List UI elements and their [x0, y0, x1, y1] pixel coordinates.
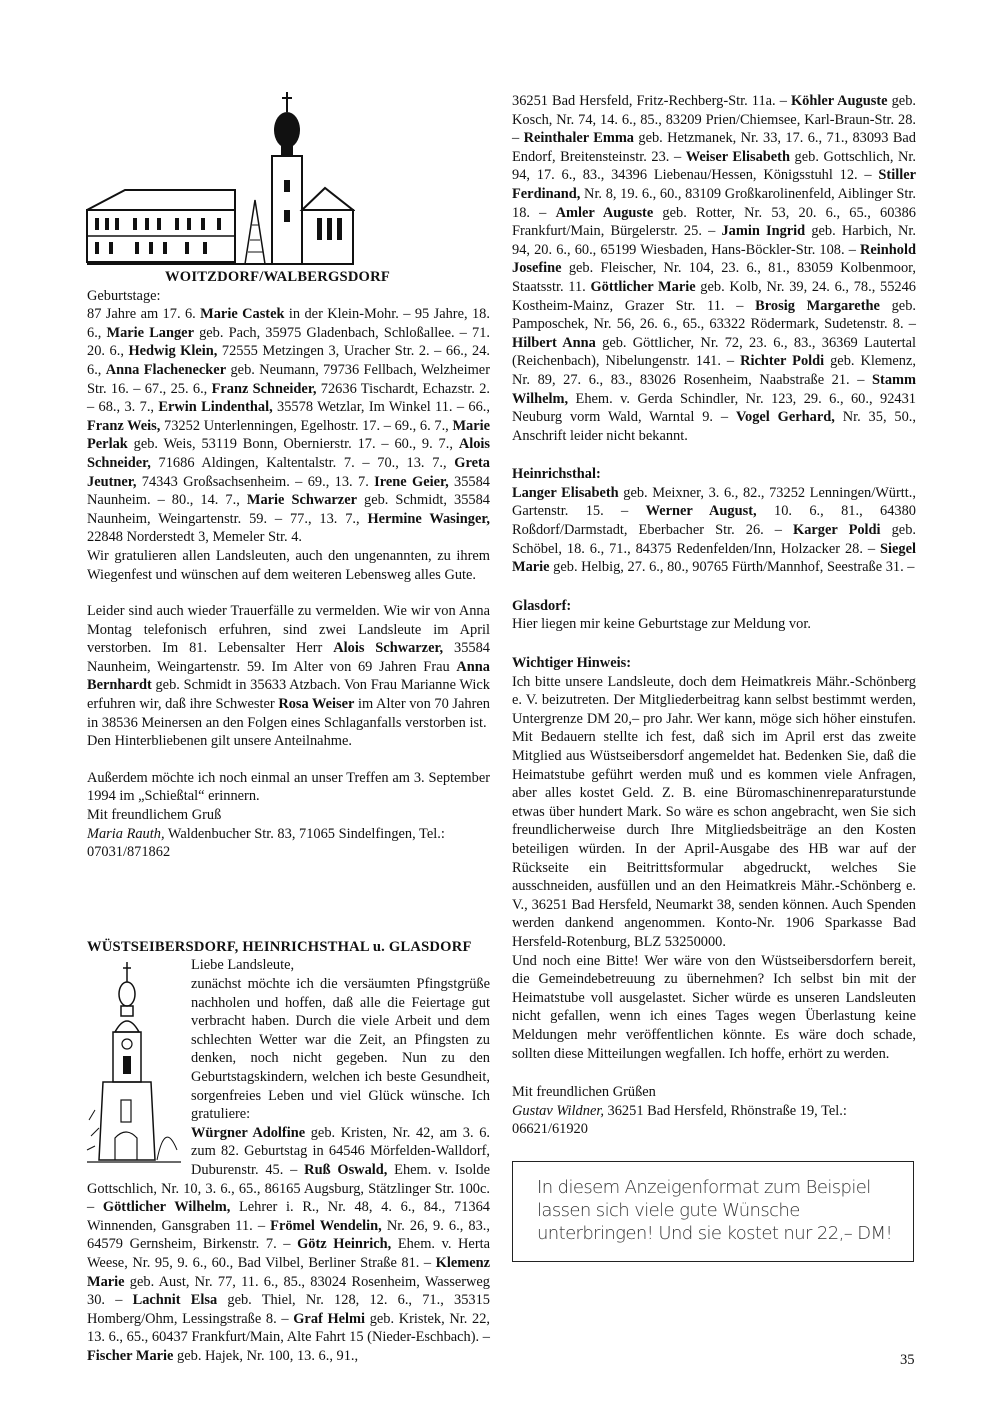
entry-details: 73252 Unterlenningen, Egelhostr. 17. – 69., 6. 7.,	[160, 417, 453, 434]
entry-details: geb. Weis, 53119 Bonn, Obernierstr. 17. – 60., 9. 7.,	[127, 436, 459, 453]
church-tower-illustration	[85, 960, 185, 1166]
person-name: Langer Elisabeth	[512, 484, 619, 501]
birthday-list-continued	[512, 92, 916, 445]
section-title-woitzdorf: WOITZDORF/WALBERGSDORF	[165, 269, 390, 285]
entry-details: geb. Schöbel, 18. 6., 71., 84375 Redenfelden/Inn, Holzacker 28. –	[512, 522, 916, 557]
right-column	[512, 92, 916, 1262]
entry-details: geb. Göttlicher, Nr. 72, 23. 6., 83., 36369 Lautertal (Reichenbach), Nibelungenstr. 141. –	[512, 334, 916, 370]
entry-prefix: 87 Jahre am 17. 6.	[87, 306, 201, 323]
advertisement-text: In diesem Anzeigenformat zum Beispiel lassen sich viele gute Wünsche unterbringen! Und sie kostet nur 22,– DM!	[537, 1176, 893, 1244]
entry-details: geb. Harbich, Nr. 94, 20. 6., 60., 65199 Wiesbaden, Hans-Böckler-Str. 108. –	[512, 223, 916, 258]
signature-left: Maria Rauth, Waldenbucher Str. 83, 71065 Sindelfingen, Tel.: 07031/871862	[87, 825, 445, 861]
entry-details: Nr. 26, 9. 6., 83., 64579 Gernsheim, Birkenstr. 7. –	[87, 1217, 491, 1253]
person-name: Jamin Ingrid	[721, 223, 806, 240]
person-name: Alois Schneider,	[87, 436, 490, 471]
entry-details: Ehem. v. Herta Weese, Nr. 95, 9. 6., 60., Bad Vilbel, Berliner Straße 81. –	[87, 1236, 491, 1271]
entry-details: geb. Meixner, 3. 6., 82., 73252 Lenningen/Württ., Gartenstr. 15. –	[512, 484, 916, 520]
baroque-tower-drawing	[85, 960, 185, 1166]
mourning-paragraph: Leider sind auch wieder Trauerfälle zu vermelden. Wie wir von Anna Montag telefonisch erfuhren, sind zwei Landsleute im April verstorben. Im 81. Lebensalter Herr Alois Schwarzer, 35584 Naunheim, Weingartenstr. 59. Im Alter von 69 Jahren Frau Anna Bernhardt geb. Schmidt in 35633 Atzbach. Von Frau Marianne Wick erfuhren wir, daß ihre Schwester Rosa Weiser im Alter von 70 Jahren in 38536 Meinersen an den Folgen eines Schlaganfalls verstorben ist.	[87, 603, 490, 731]
person-name: Anna Flachenecker	[105, 361, 227, 378]
entry-details: geb. Rotter, Nr. 53, 20. 6., 65., 60386 Frankfurt/Main, Bürgelerstr. 25. –	[512, 204, 916, 240]
entry-details: geb. Gottschlich, Nr. 94, 17. 6., 83., 34396 Liebenau/Hessen, Königsstuhl 12. –	[512, 148, 916, 184]
person-name: Vogel Gerhard,	[735, 409, 835, 426]
entry-details: 72555 Metzingen 3, Uracher Str. 2. – 66., 24. 6.,	[87, 343, 491, 378]
person-name: Marie Castek	[200, 306, 285, 323]
person-name: Frömel Wendelin,	[270, 1217, 382, 1234]
entry-details: Ehem. v. Isolde Gottschlich, Nr. 10, 3. 6., 65., 86165 Augsburg, Stätzlinger Str. 100c. –	[87, 1161, 491, 1216]
section-wuestseibersdorf	[87, 938, 490, 1366]
entry-details: geb. Schmidt, 35584 Naunheim, Weingartenstr. 59. – 77., 13. 7.,	[87, 492, 490, 527]
person-name: Siegel Marie	[512, 540, 916, 576]
person-name: Hermine Wasinger,	[367, 510, 490, 527]
entry-details: geb. Kristen, Nr. 42, am 3. 6. zum 82. Geburtstag in 64546 Mörfelden-Walldorf, Duburenstr. 45. –	[191, 1124, 490, 1178]
entry-details: in der Klein-Mohr. – 95 Jahre, 18. 6.,	[87, 306, 490, 341]
entry-details: geb. Aust, Nr. 77, 11. 6., 85., 83024 Rosenheim, Wasserweg 30. –	[87, 1273, 490, 1309]
notice-text-request: Und noch eine Bitte! Wer wäre von den Wüstseibersdorfern bereit, die Gemeindebetreuung zu übernehmen? Ich selbst bin mit der Heimatstube voll ausgelastet. Sicher würde es unseren Landsleuten nicht gefallen, wenn ich eines Tages wegen Überlastung keine Meldungen mehr veröffentlichen könnte. Es wäre doch schade, sollten diese Mitteilungen wegfallen. Ich hoffe, erhört zu werden.	[512, 952, 916, 1062]
birthday-entry	[87, 1348, 358, 1364]
entry-details: Nr. 35, 50., Anschrift leider nicht bekannt.	[512, 409, 916, 444]
condolence-text: Den Hinterbliebenen gilt unsere Anteilnahme.	[87, 733, 352, 750]
person-name: Marie Perlak	[87, 417, 490, 453]
person-name: Stiller Ferdinand,	[512, 167, 916, 202]
entry-details: Ehem. v. Gerda Schindler, Nr. 123, 29. 6., 60., 92431 Neuburg vorm Wald, Warntal 9. –	[512, 390, 916, 426]
heading-glasdorf: Glasdorf:	[512, 597, 572, 614]
entry-details: 35584 Naunheim. – 80., 14. 7.,	[87, 473, 491, 509]
left-column	[87, 92, 490, 1365]
intro-text-wuestseibersdorf: zunächst möchte ich die versäumten Pfingstgrüße nachholen und hoffen, daß alle die Feiertage gut verbracht haben. Durch die viele Arbeit und dem schlechten Wetter war die Zeit, an Pfingsten zu denken, noch nicht gegeben. Nun zu den Geburtstagskindern, welchen ich beste Gesundheit, sorgenfreies Leben und viel Glück wünsche. Ich gratuliere:	[191, 976, 490, 1123]
person-name: Amler Auguste	[555, 204, 654, 221]
entry-details: geb. Pamposchek, Nr. 56, 26. 6., 65., 63322 Rödermark, Sudetenstr. 8. –	[512, 297, 916, 333]
birthday-list-heinrichsthal	[512, 484, 916, 577]
person-name: Franz Schneider,	[211, 380, 317, 397]
person-name: Lachnit Elsa	[132, 1292, 218, 1309]
person-name: Hilbert Anna	[512, 334, 596, 351]
person-name: Würgner Adolfine	[191, 1124, 306, 1141]
entry-details: geb. Klemenz, Nr. 89, 27. 6., 83., 83026 Rosenheim, Naabstraße 21. –	[512, 353, 916, 388]
closing-greeting: Mit freundlichen Grüßen	[512, 1084, 656, 1101]
heading-heinrichsthal: Heinrichsthal:	[512, 466, 601, 483]
entry-details: geb. Hetzmanek, Nr. 33, 17. 6., 71., 83093 Bad Endorf, Breitensteinstr. 23. –	[512, 130, 916, 165]
person-name: Köhler Auguste	[790, 93, 888, 109]
section-woitzdorf	[87, 90, 490, 862]
person-name: Hedwig Klein,	[128, 343, 218, 360]
person-name: Göttlicher Wilhelm,	[102, 1199, 231, 1216]
entry-details: Nr. 8, 19. 6., 60., 83109 Großkarolinenfeld, Aiblinger Str. 18. –	[512, 185, 916, 221]
person-name: Marie Langer	[106, 324, 194, 341]
section-title-wuestseibersdorf: WÜSTSEIBERSDORF, HEINRICHSTHAL u. GLASDORF	[87, 938, 472, 955]
signature-right: Gustav Wildner, 36251 Bad Hersfeld, Rhönstraße 19, Tel.: 06621/61920	[512, 1102, 847, 1138]
person-name: Werner August,	[645, 503, 757, 520]
glasdorf-text: Hier liegen mir keine Geburtstage zur Meldung vor.	[512, 616, 811, 633]
entry-details: geb. Thiel, Nr. 128, 12. 6., 71., 35315 Homberg/Ohm, Lessingstraße 8. –	[87, 1292, 490, 1327]
birthday-list-woitzdorf	[87, 305, 490, 547]
person-name: Richter Poldi	[740, 353, 825, 370]
entry-details: 10. 6., 81., 64380 Roßdorf/Darmstadt, Eberbacher Str. 26. –	[512, 503, 916, 539]
entry-details: geb. Helbig, 27. 6., 80., 90765 Fürth/Mannhof, Seestraße 31. –	[549, 559, 915, 576]
person-name: Graf Helmi	[293, 1310, 366, 1327]
entry-details: 74343 Großsachsenheim. – 69., 13. 7.	[136, 473, 375, 490]
meeting-reminder: Außerdem möchte ich noch einmal an unser Treffen am 3. September 1994 im „Schießtal“ erinnern.	[87, 769, 490, 805]
person-name: Karger Poldi	[793, 522, 881, 539]
person-name: Reinhold Josefine	[512, 241, 916, 277]
entry-details: geb. Fleischer, Nr. 104, 23. 6., 81., 83059 Kolbenmoor, Staatsstr. 11.	[512, 260, 916, 295]
person-name: Reinthaler Emma	[523, 130, 635, 147]
entry-prefix: 36251 Bad Hersfeld, Fritz-Rechberg-Str. 11a. –	[512, 93, 791, 109]
entry-details: geb. Kristek, Nr. 22, 13. 6., 65., 60437 Frankfurt/Main, Alte Fahrt 15 (Nieder-Eschbach). –	[87, 1310, 490, 1346]
person-name: Götz Heinrich,	[297, 1236, 392, 1253]
person-name: Franz Weis,	[87, 417, 161, 434]
congratulations-text: Wir gratulieren allen Landsleuten, auch den ungenannten, zu ihrem Wiegenfest und wünschen auf dem weiteren Lebensweg alles Gute.	[87, 547, 490, 583]
birthday-entry	[158, 399, 490, 415]
notice-text-membership: Ich bitte unsere Landsleute, doch dem Heimatkreis Mähr.-Schönberg e. V. beizutreten. Der Mitgliederbeitrag kann selbst bestimmt werden, Untergrenze DM 20,– pro Jahr. Wer kann, möge sich höher einstufen. Mit Bedauern stellte ich fest, daß sich im April erst das zweite Mitglied aus Wüstseibersdorf angemeldet hat. Bedenken Sie, daß die Heimatstube geführt werden muß und es kommen viele Anfragen, aber alles kostet Geld. Z. B. eine Büromaschinenreparaturstunde etwas über hundert Mark. So wäre es schon angebracht, wen Sie sich freundlicherweise durch Ihre Mitgliedsbeiträge an den Kosten beteiligen würden. In der April-Ausgabe des HB war auf der Rückseite ein Beitrittsformular abgedruckt, welches Sie ausschneiden, ausfüllen und an den Heimatkreis Mähr.-Schönberg e. V., 36251 Bad Hersfeld, Neumarkt 38, senden können. Auch Spenden werden dankend angenommen. Konto-Nr. 1906 Sparkasse Bad Hersfeld-Rotenburg, BLZ 53250000.	[512, 673, 916, 950]
person-name: Irene Geier,	[374, 473, 449, 490]
greeting-text: Mit freundlichem Gruß	[87, 807, 222, 824]
birthday-entry	[87, 418, 452, 434]
salutation-text: Liebe Landsleute,	[191, 957, 295, 974]
person-name: Erwin Lindenthal,	[158, 399, 273, 416]
entry-details: 72636 Tischardt, Echazstr. 2. – 68., 3. 7.,	[87, 380, 490, 416]
person-name: Weiser Elisabeth	[685, 148, 790, 165]
person-name: Stamm Wilhelm,	[512, 371, 916, 407]
person-name: Göttlicher Marie	[590, 278, 696, 295]
entry-details: geb. Pach, 35975 Gladenbach, Schloßallee. – 71. 20. 6.,	[87, 324, 490, 360]
birthdays-intro: Geburtstage:	[87, 287, 161, 304]
person-name: Klemenz Marie	[87, 1254, 490, 1290]
person-name: Greta Jeutner,	[87, 454, 490, 490]
entry-details: geb. Neumann, 79736 Fellbach, Welzheimer Str. 16. – 67., 25. 6.,	[87, 361, 490, 397]
person-name: Brosig Margarethe	[755, 297, 880, 314]
person-name: Marie Schwarzer	[246, 492, 357, 509]
entry-details: geb. Kolb, Nr. 39, 24. 6., 78., 55246 Kostheim-Mainz, Grazer Str. 11. –	[512, 278, 916, 314]
entry-details: Lehrer i. R., Nr. 48, 4. 6., 84., 71364 Winnenden, Gansgraben 11. –	[87, 1199, 490, 1234]
entry-details: 22848 Norderstedt 3, Memeler Str. 4.	[87, 529, 303, 546]
entry-details: 35578 Wetzlar, Im Winkel 11. – 66.,	[272, 399, 490, 416]
church-building-drawing	[85, 90, 355, 268]
heading-important-notice: Wichtiger Hinweis:	[512, 655, 631, 672]
entry-details: geb. Kosch, Nr. 74, 14. 6., 85., 83209 Prien/Chiemsee, Karl-Braun-Str. 28. –	[512, 93, 916, 147]
person-name: Ruß Oswald,	[304, 1161, 388, 1178]
village-church-illustration	[85, 90, 355, 268]
entry-details: 71686 Aldingen, Kaltentalstr. 7. – 70., 13. 7.,	[150, 454, 455, 471]
page-number: 35	[900, 1352, 915, 1368]
person-name: Fischer Marie	[87, 1347, 174, 1364]
advertisement-box	[512, 1161, 914, 1262]
entry-details: geb. Hajek, Nr. 100, 13. 6., 91.,	[173, 1347, 359, 1364]
